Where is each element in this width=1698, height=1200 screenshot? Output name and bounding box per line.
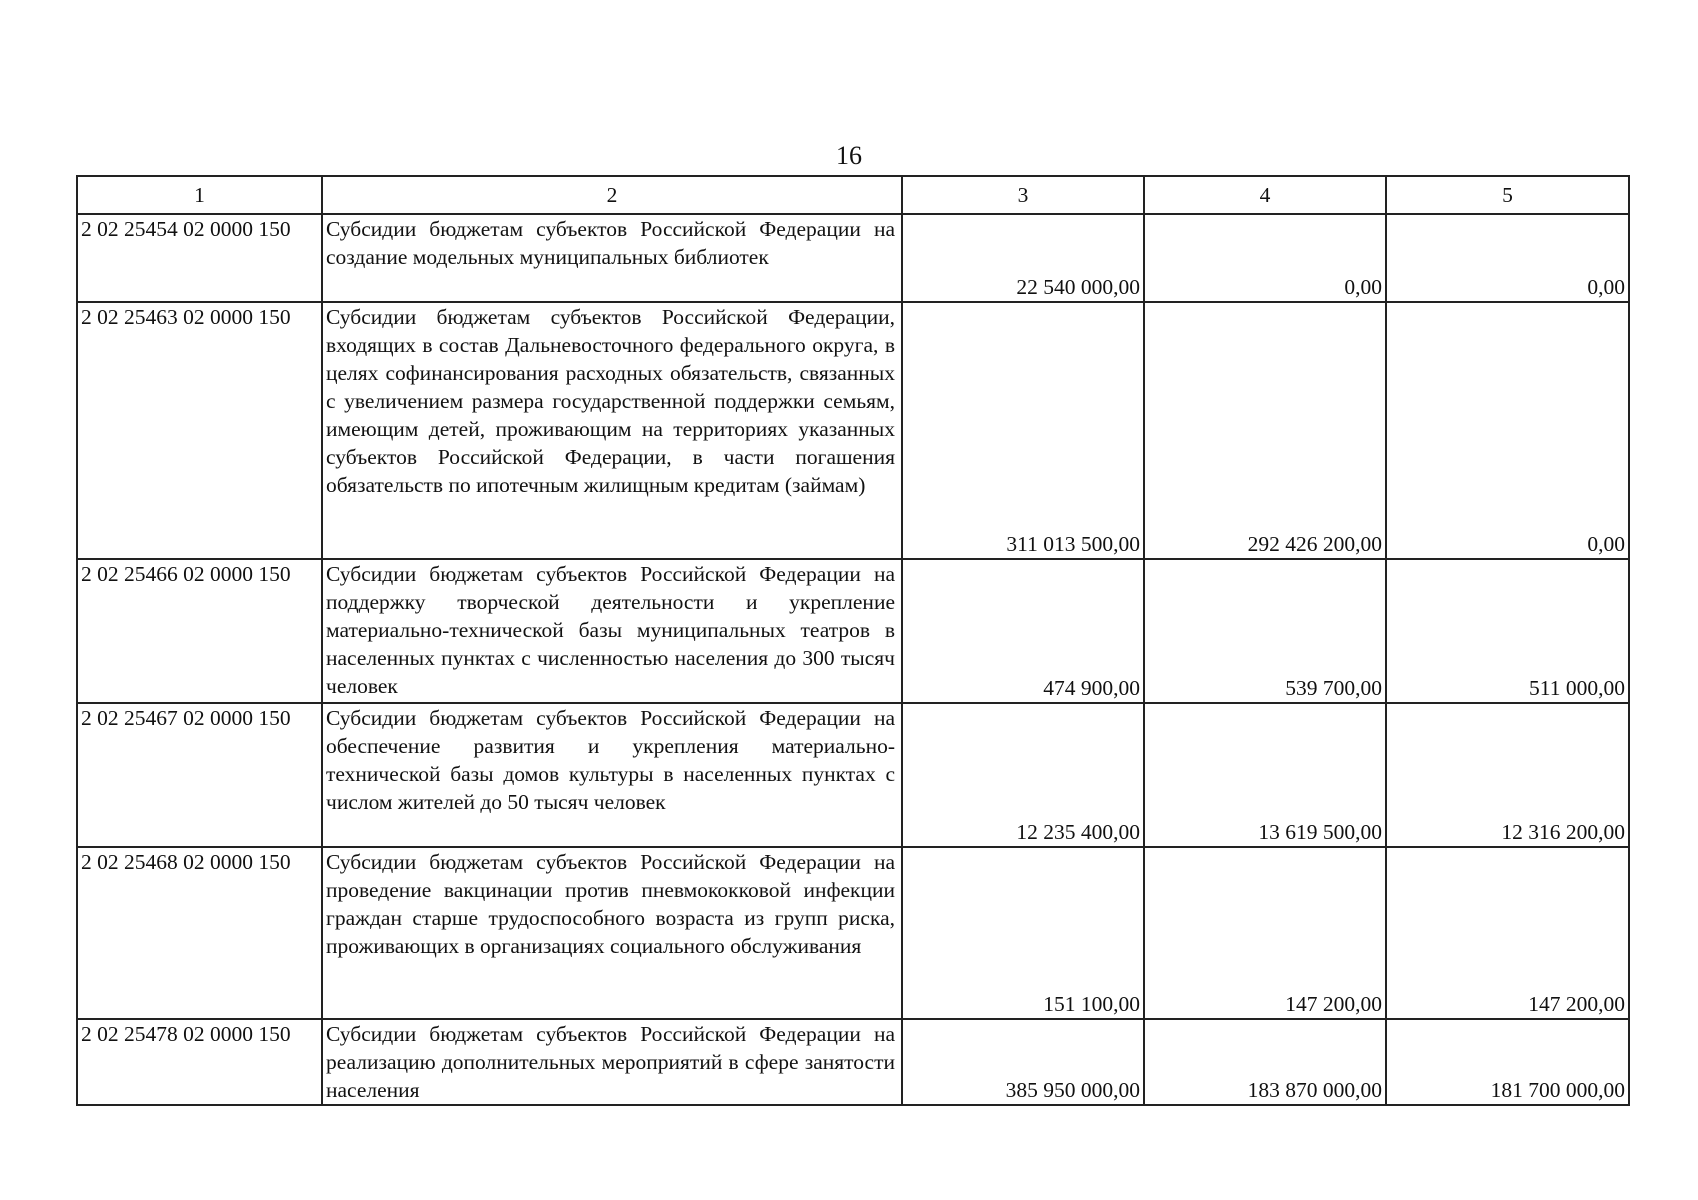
row-code: 2 02 25468 02 0000 150 [77, 847, 322, 1019]
row-value-col3: 385 950 000,00 [902, 1019, 1144, 1105]
page-number: 16 [836, 141, 862, 170]
row-description: Субсидии бюджетам субъектов Российской Федерации на создание модельных муниципальных библиотек [322, 214, 902, 302]
table-row [77, 302, 1629, 559]
header-col-5: 5 [1386, 176, 1629, 214]
row-code: 2 02 25463 02 0000 150 [77, 302, 322, 559]
row-code: 2 02 25467 02 0000 150 [77, 703, 322, 847]
row-code: 2 02 25478 02 0000 150 [77, 1019, 322, 1105]
header-col-3: 3 [902, 176, 1144, 214]
row-value-col3: 22 540 000,00 [902, 214, 1144, 302]
row-value-col3: 474 900,00 [902, 559, 1144, 703]
table-row [77, 559, 1629, 703]
row-value-col5: 147 200,00 [1386, 847, 1629, 1019]
row-value-col3: 12 235 400,00 [902, 703, 1144, 847]
header-col-4: 4 [1144, 176, 1386, 214]
row-value-col5: 0,00 [1386, 214, 1629, 302]
table-header-row [77, 176, 1629, 214]
row-code: 2 02 25466 02 0000 150 [77, 559, 322, 703]
row-value-col3: 311 013 500,00 [902, 302, 1144, 559]
row-value-col4: 183 870 000,00 [1144, 1019, 1386, 1105]
row-value-col4: 147 200,00 [1144, 847, 1386, 1019]
row-value-col5: 511 000,00 [1386, 559, 1629, 703]
budget-table [76, 175, 1630, 1106]
row-code: 2 02 25454 02 0000 150 [77, 214, 322, 302]
table-row [77, 703, 1629, 847]
row-value-col4: 292 426 200,00 [1144, 302, 1386, 559]
row-value-col5: 0,00 [1386, 302, 1629, 559]
row-value-col5: 181 700 000,00 [1386, 1019, 1629, 1105]
row-value-col4: 0,00 [1144, 214, 1386, 302]
row-description: Субсидии бюджетам субъектов Российской Федерации на обеспечение развития и укрепления материально-технической базы домов культуры в населенных пунктах с числом жителей до 50 тысяч человек [322, 703, 902, 847]
row-description: Субсидии бюджетам субъектов Российской Федерации на проведение вакцинации против пневмококковой инфекции граждан старше трудоспособного возраста из групп риска, проживающих в организациях социального обслуживания [322, 847, 902, 1019]
table-row [77, 847, 1629, 1019]
row-value-col3: 151 100,00 [902, 847, 1144, 1019]
table-row [77, 214, 1629, 302]
row-description: Субсидии бюджетам субъектов Российской Федерации на реализацию дополнительных мероприятий в сфере занятости населения [322, 1019, 902, 1105]
row-value-col5: 12 316 200,00 [1386, 703, 1629, 847]
header-col-2: 2 [322, 176, 902, 214]
table-row [77, 1019, 1629, 1105]
row-description: Субсидии бюджетам субъектов Российской Федерации, входящих в состав Дальневосточного федерального округа, в целях софинансирования расходных обязательств, связанных с увеличением размера государственной поддержки семьям, имеющим детей, проживающим на территориях указанных субъектов Российской Федерации, в части погашения обязательств по ипотечным жилищным кредитам (займам) [322, 302, 902, 559]
row-description: Субсидии бюджетам субъектов Российской Федерации на поддержку творческой деятельности и укрепление материально-технической базы муниципальных театров в населенных пунктах с численностью населения до 300 тысяч человек [322, 559, 902, 703]
header-col-1: 1 [77, 176, 322, 214]
row-value-col4: 539 700,00 [1144, 559, 1386, 703]
row-value-col4: 13 619 500,00 [1144, 703, 1386, 847]
